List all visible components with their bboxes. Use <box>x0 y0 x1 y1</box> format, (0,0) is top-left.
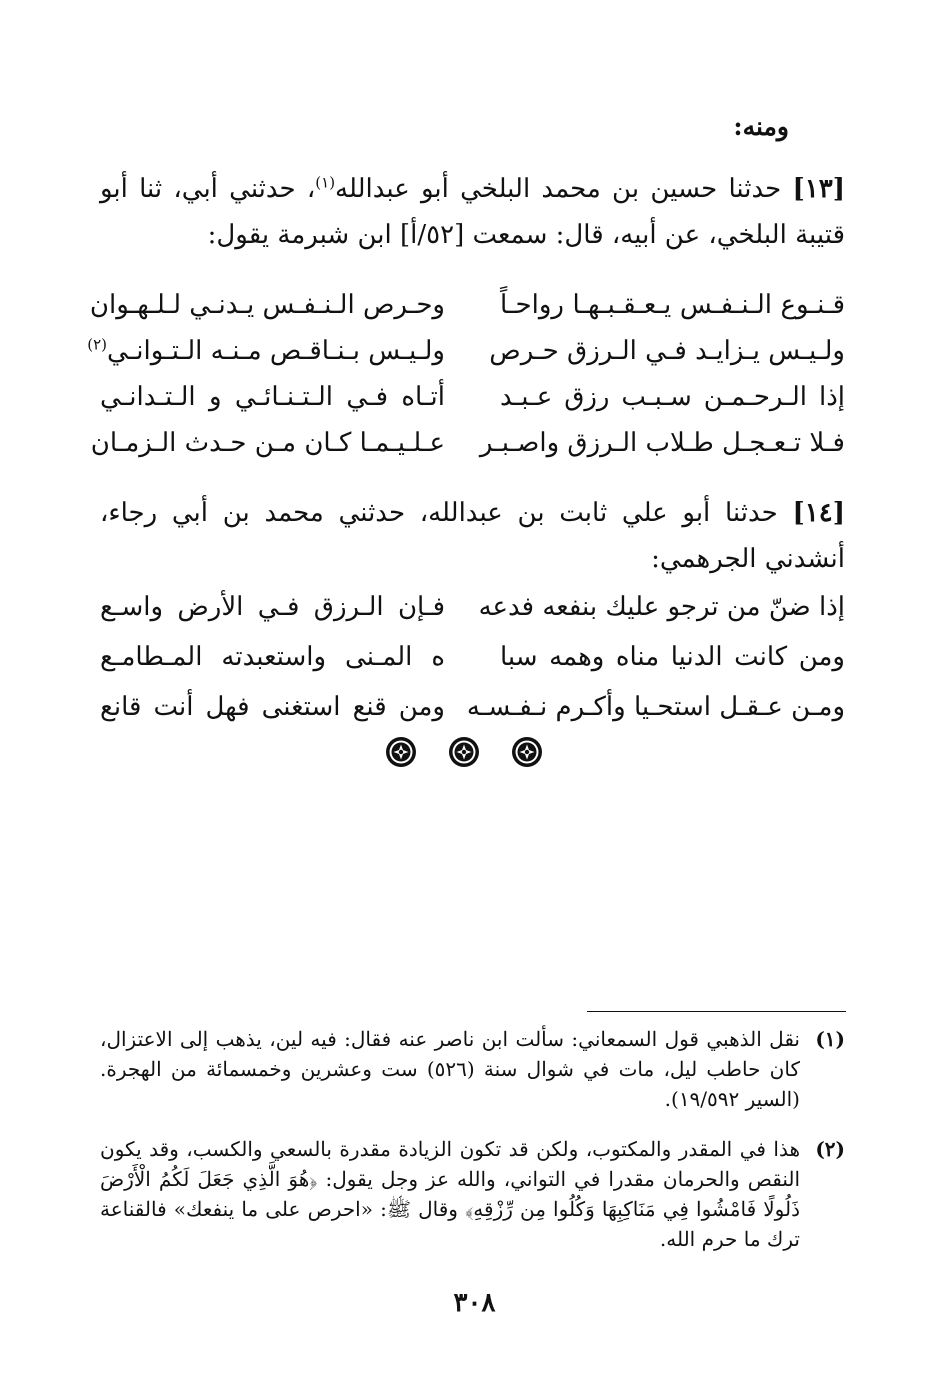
verse-line <box>100 374 845 420</box>
verse-line <box>100 632 845 682</box>
footnote-reference[interactable]: (١) <box>315 173 336 192</box>
verse-line <box>100 582 845 632</box>
verse-line <box>89 282 845 328</box>
verse-first-hemistich: إذا ضنّ من ترجو عليك بنفعه فدعه <box>478 592 845 622</box>
footnote-marker: (٢) <box>815 1137 845 1161</box>
floral-medallion-icon <box>447 735 481 769</box>
verse-line <box>87 328 845 374</box>
footnote-marker: (١) <box>815 1027 845 1051</box>
floral-medallion-icon <box>384 735 418 769</box>
verse-line <box>90 420 845 466</box>
floral-medallion-icon <box>510 735 544 769</box>
footnote-text: هذا في المقدر والمكتوب، ولكن قد تكون الزيادة مقدرة بالسعي والكسب، وقد يكون النقص والحرمان مقدرا في التواني، والله عز وجل يقول: ﴿هُوَ الَّذِي جَعَلَ لَكُمُ الْأَرْضَ ذَلُولًا فَامْشُوا فِي مَنَاكِبِهَا وَكُلُوا مِن رِّزْقِهِ﴾ وقال ﷺ: «احرص على ما ينفعك» فالقناعة ترك ما حرم الله. <box>100 1137 800 1251</box>
verse-second-hemistich: فـإن الـرزق فـي الأرض واسـع <box>100 592 445 622</box>
section-intro: ومنه: <box>733 112 789 141</box>
verse-first-hemistich: ومن كانت الدنيا مناه وهمه سبا <box>500 642 845 672</box>
section-divider-ornaments <box>384 735 544 769</box>
verse-second-hemistich <box>87 328 445 374</box>
verse-second-hemistich: ه المـنى واستعبدته المـطامـع <box>100 642 445 672</box>
verse-text: ولـيـس بـنـاقـص مـنـه الـتـوانـي <box>107 336 445 366</box>
entry-text: حدثنا حسين بن محمد البلخي أبو عبدالله <box>335 174 782 204</box>
verse-second-hemistich: عـلـيـمـا كـان مـن حـدث الـزمـان <box>90 428 445 458</box>
verse-line <box>100 682 845 732</box>
entry-14-paragraph <box>100 490 845 582</box>
footnote-2 <box>100 1134 845 1254</box>
footnote-text: نقل الذهبي قول السمعاني: سألت ابن ناصر عنه فقال: فيه لين، يذهب إلى الاعتزال، كان حاطب ليل، مات في شوال سنة (٥٢٦) ست وعشرين وخمسمائة من الهجرة. (السير ١٩/٥٩٢). <box>100 1027 800 1111</box>
entry-text: ، حدثني أبي، ثنا أبو قتيبة البلخي، عن أبيه، قال: سمعت [٥٢/أ] ابن شبرمة يقول: <box>100 174 845 250</box>
entry-text: حدثنا أبو علي ثابت بن عبدالله، حدثني محمد بن أبي رجاء، أنشدني الجرهمي: <box>100 498 845 574</box>
entry-number: [١٣] <box>792 174 846 204</box>
verse-first-hemistich: فـلا تـعـجـل طـلاب الـرزق واصـبـر <box>479 428 845 458</box>
verse-second-hemistich: وحـرص الـنـفـس يـدنـي لـلـهـوان <box>89 290 445 320</box>
footnote-reference[interactable]: (٢) <box>87 335 107 354</box>
poem-13 <box>87 282 845 466</box>
page-number: ٣٠٨ <box>453 1288 496 1318</box>
verse-first-hemistich: إذا الـرحـمـن سـبـب رزق عـبـد <box>500 382 845 412</box>
verse-first-hemistich: ومـن عـقـل استحـيا وأكـرم نـفـسـه <box>466 692 845 722</box>
entry-13-paragraph <box>100 166 845 258</box>
verse-first-hemistich: قـنـوع الـنـفـس يـعـقـبـهـا رواحـاً <box>500 290 845 320</box>
poem-14 <box>100 582 845 732</box>
footnote-separator <box>587 1011 846 1012</box>
entry-number: [١٤] <box>792 498 845 528</box>
verse-second-hemistich: أتـاه فـي الـتـنـائـي و الـتـدانـي <box>100 382 445 412</box>
footnote-1 <box>100 1024 845 1114</box>
verse-second-hemistich: ومن قنع استغنى فهل أنت قانع <box>100 692 445 722</box>
verse-first-hemistich: ولـيـس يـزايـد فـي الـرزق حـرص <box>489 336 845 366</box>
